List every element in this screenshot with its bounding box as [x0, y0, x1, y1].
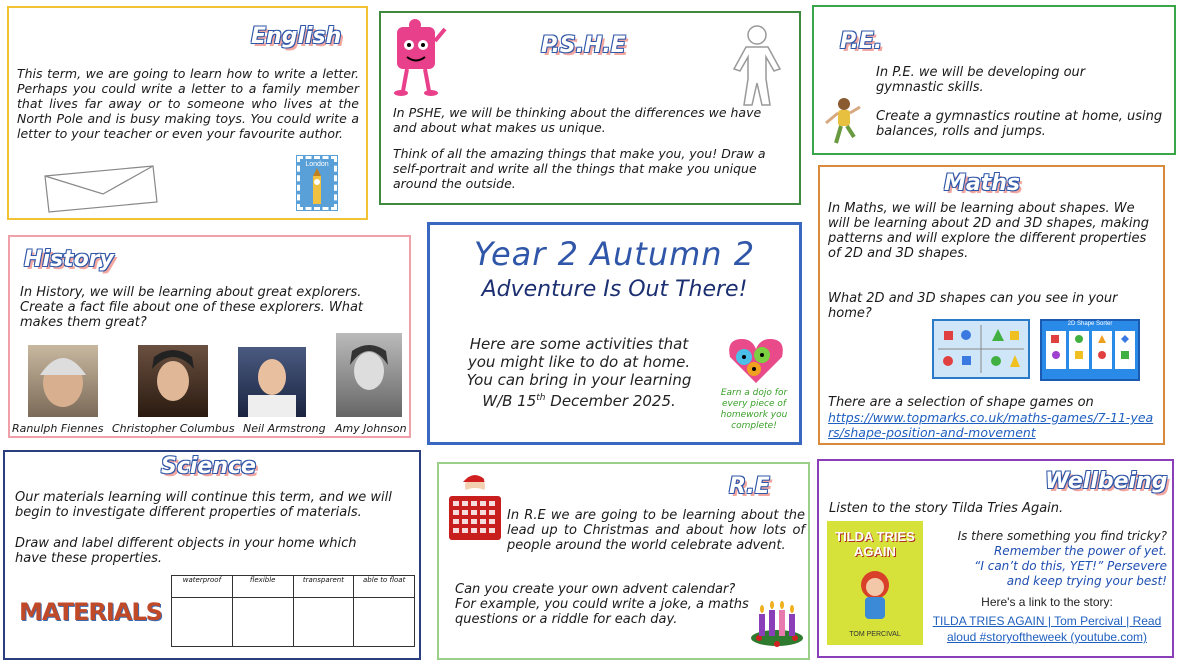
dojo-monsters-icon	[726, 335, 786, 385]
advent-wreath-icon	[749, 596, 805, 648]
pe-panel	[812, 5, 1176, 155]
pshe-text-1: In PSHE, we will be thinking about the differences we have and about what makes us unique.	[393, 105, 762, 135]
envelope-icon	[43, 164, 159, 214]
explorer-name-4: Amy Johnson	[335, 422, 407, 435]
shape-game-2[interactable]	[1040, 319, 1140, 381]
center-text	[434, 335, 724, 410]
heading-theme: Adventure Is Out There!	[481, 277, 748, 302]
table-cell	[232, 598, 293, 647]
science-panel	[3, 450, 421, 660]
shape-game-2-title: 2D Shape Sorter	[1067, 321, 1113, 327]
pshe-panel	[379, 11, 801, 205]
date-prefix: W/B 15	[482, 392, 537, 410]
pshe-text-2: Think of all the amazing things that make you, you! Draw a self-portrait and write all the things that make you unique around the outside.	[393, 146, 766, 191]
shapes-grid-icon	[934, 321, 1028, 377]
materials-word: MATERIALS	[19, 598, 162, 626]
book-cover	[827, 521, 923, 645]
wellbeing-title: Wellbeing	[1045, 469, 1168, 494]
wellbeing-quotes	[927, 529, 1167, 589]
history-panel	[8, 235, 411, 438]
big-ben-icon	[300, 168, 334, 204]
girl-illustration-icon	[849, 567, 901, 623]
english-text: This term, we are going to learn how to write a letter. Perhaps you could write a letter to a family member that lives far away or to someone who lives at the North Pole and is busy making toys. You could write a letter to your teacher or even your favourite author.	[17, 66, 359, 141]
story-link-intro: Here's a link to the story:	[981, 595, 1113, 609]
explorer-photo-3	[238, 347, 306, 417]
quote-line-1: Is there something you find tricky?	[957, 529, 1167, 543]
maths-text-3: There are a selection of shape games on	[828, 395, 1094, 410]
table-header-cell: able to float	[354, 576, 415, 598]
book-title: TILDA TRIES AGAIN	[835, 529, 915, 559]
table-cell	[172, 598, 233, 647]
properties-table	[171, 575, 415, 647]
explorer-name-3: Neil Armstrong	[243, 422, 326, 435]
science-text-2: Draw and label different objects in your home which have these properties.	[15, 536, 357, 566]
re-text-1: In R.E we are going to be learning about the lead up to Christmas and about how lots of people around the world celebrate advent.	[507, 508, 805, 553]
face-icon	[28, 345, 98, 417]
wellbeing-panel	[817, 459, 1174, 658]
pshe-title: P.S.H.E	[541, 33, 626, 58]
explorer-name-2: Christopher Columbus	[112, 422, 235, 435]
shape-game-1[interactable]	[932, 319, 1030, 379]
explorer-photos	[10, 341, 411, 438]
explorer-photo-1	[28, 345, 98, 417]
pe-title: P.E.	[840, 29, 883, 54]
maths-text-1: In Maths, we will be learning about shapes. We will be learning about 2D and 3D shapes, making patterns and will explore the different properties of 2D and 3D shapes.	[828, 201, 1149, 261]
explorer-name-1: Ranulph Fiennes	[12, 422, 104, 435]
face-icon	[138, 345, 208, 417]
pe-text-1: In P.E. we will be developing our gymnastic skills.	[876, 65, 1086, 95]
science-title: Science	[161, 454, 256, 479]
english-title: English	[251, 24, 342, 49]
stamp-label: London	[305, 161, 329, 168]
history-title: History	[24, 247, 114, 272]
book-author: TOM PERCIVAL	[849, 631, 901, 638]
science-text-1: Our materials learning will continue this term, and we will begin to investigate different properties of materials.	[15, 490, 392, 520]
pe-text-2: Create a gymnastics routine at home, using balances, rolls and jumps.	[876, 109, 1163, 139]
face-icon	[336, 333, 402, 417]
person-outline-icon	[726, 23, 788, 107]
face-icon	[238, 347, 306, 417]
stamp-icon	[297, 156, 337, 210]
quote-line-2: Remember the power of yet.	[993, 544, 1167, 558]
story-link[interactable]: TILDA TRIES AGAIN | Tom Percival | Read aloud #storyoftheweek (youtube.com)	[932, 614, 1162, 644]
table-header-cell: transparent	[293, 576, 354, 598]
center-line-3: You can bring in your learning	[466, 371, 692, 389]
heading-year: Year 2 Autumn 2	[473, 235, 756, 273]
table-cell	[354, 598, 415, 647]
jigsaw-character-icon	[389, 19, 447, 99]
explorer-photo-2	[138, 345, 208, 417]
topmarks-link[interactable]: https://www.topmarks.co.uk/maths-games/7-11-years/shape-position-and-movement	[828, 410, 1154, 440]
shape-sorter-icon	[1042, 327, 1138, 377]
gymnast-icon	[822, 97, 862, 145]
table-cell	[293, 598, 354, 647]
re-panel	[437, 462, 810, 660]
center-line-2: you might like to do at home.	[467, 353, 691, 371]
advent-calendar-icon	[447, 474, 503, 540]
table-header-cell: waterproof	[172, 576, 233, 598]
english-panel	[7, 6, 368, 220]
re-title: R.E	[729, 474, 770, 499]
history-text: In History, we will be learning about great explorers. Create a fact file about one of these explorers. What makes them great?	[20, 285, 364, 330]
maths-title: Maths	[944, 171, 1021, 196]
dojo-note: Earn a dojo for every piece of homework you complete!	[720, 388, 788, 431]
re-text-2: Can you create your own advent calendar? For example, you could write a joke, a maths questions or a riddle for each day.	[455, 582, 749, 627]
quote-line-3: “I can’t do this, YET!” Persevere	[974, 559, 1167, 573]
quote-line-4: and keep trying your best!	[1006, 574, 1167, 588]
maths-panel	[818, 165, 1165, 445]
maths-text-2: What 2D and 3D shapes can you see in your home?	[828, 291, 1118, 321]
center-panel	[427, 222, 802, 445]
table-header-cell: flexible	[232, 576, 293, 598]
date-suffix: December 2025.	[545, 392, 676, 410]
explorer-photo-4	[336, 333, 402, 417]
date-sup: th	[536, 393, 546, 403]
center-line-1: Here are some activities that	[469, 335, 689, 353]
wellbeing-text-1: Listen to the story Tilda Tries Again.	[829, 501, 1064, 516]
center-date	[434, 389, 724, 410]
